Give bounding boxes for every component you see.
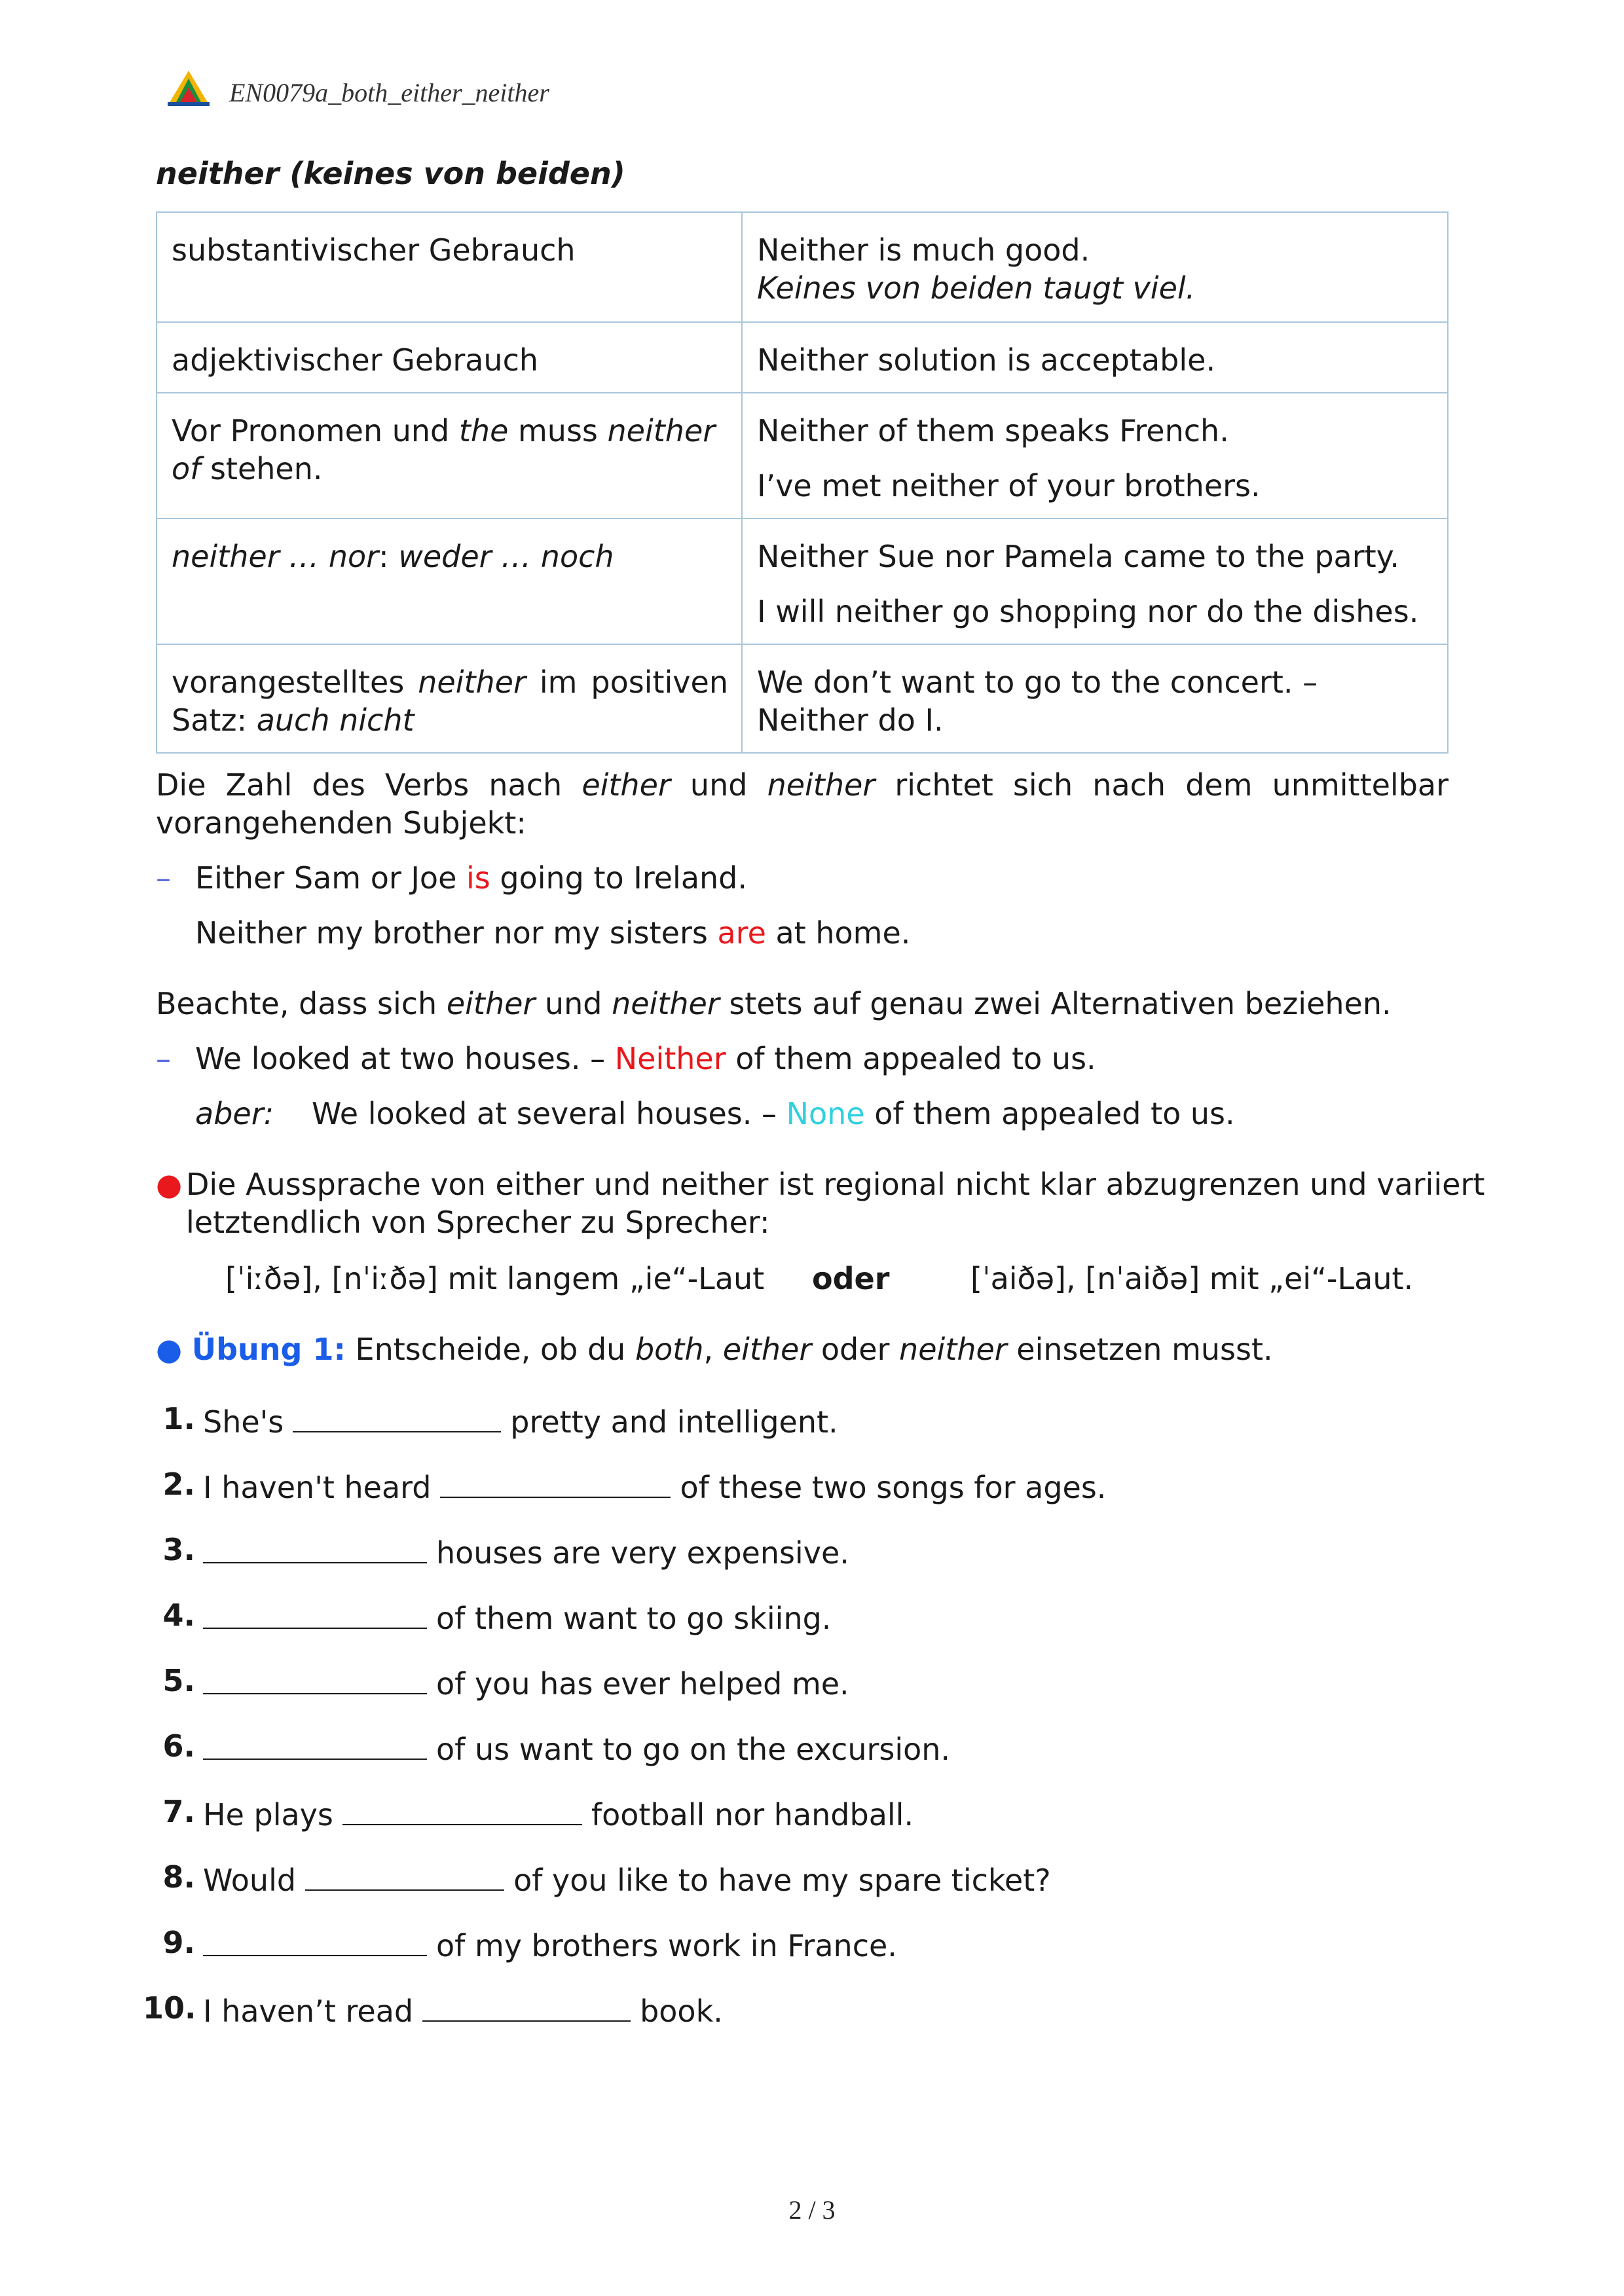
highlighted-verb: are: [717, 915, 766, 951]
example-cell: [742, 212, 1448, 322]
aber-label: aber:: [195, 1096, 274, 1131]
verb-agreement-rule-cont: vorangehenden Subjekt:: [156, 805, 526, 841]
bullet-icon: ●: [156, 1167, 183, 1202]
publisher-logo: [165, 69, 212, 109]
item-text: of these two songs for ages.: [680, 1470, 1107, 1505]
usage-term: neither … nor: [172, 539, 379, 574]
item-number: 5.: [162, 1663, 195, 1698]
item-text: I haven’t read: [203, 1994, 414, 2029]
example-sentence: I’ve met neither of your brothers.: [757, 468, 1261, 503]
example-sentence: [195, 859, 747, 897]
exercise-item: [194, 1597, 831, 1636]
highlighted-word: None: [786, 1096, 865, 1131]
rule-text: und: [670, 767, 767, 803]
pronunciation-note: Die Aussprache von either und neither ist regional nicht klar abzugrenzen und variiert: [186, 1167, 1485, 1202]
rule-text: Die Zahl des Verbs nach: [156, 767, 582, 803]
usage-cell: [157, 212, 742, 322]
example-cell: [742, 393, 1448, 519]
exercise-label: Übung 1:: [191, 1332, 346, 1367]
example-text: going to Ireland.: [490, 860, 747, 896]
two-alternatives-rule: [156, 985, 1392, 1023]
answer-blank[interactable]: [203, 1532, 427, 1563]
instruction-text: ,: [703, 1332, 723, 1367]
item-text: of you like to have my spare ticket?: [513, 1863, 1051, 1898]
item-number: 10.: [143, 1990, 196, 2026]
section-title: neither (keines von beiden): [156, 156, 625, 191]
usage-term: neither of: [172, 413, 716, 486]
item-number: 2.: [162, 1467, 195, 1502]
item-number: 3.: [162, 1532, 195, 1567]
exercise-item: [203, 1401, 838, 1440]
example-sentence: [312, 1095, 1235, 1133]
example-cell: [742, 644, 1448, 753]
ipa-long-ie: [ˈiːðə], [nˈiːðə] mit langem „ie“-Laut: [225, 1261, 765, 1296]
oder-label: oder: [812, 1261, 890, 1296]
item-text: pretty and intelligent.: [510, 1404, 838, 1440]
usage-label: Vor Pronomen und: [172, 413, 459, 448]
exercise-item: [203, 1467, 1106, 1505]
answer-blank[interactable]: [305, 1859, 504, 1891]
usage-label: stehen.: [200, 451, 323, 486]
rule-text: Beachte, dass sich: [156, 986, 447, 1021]
example-cell: [742, 519, 1448, 644]
item-number: 8.: [162, 1859, 195, 1895]
example-text: of them appealed to us.: [726, 1041, 1096, 1076]
page-number: 2 / 3: [788, 2195, 836, 2225]
exercise-item: [194, 1925, 897, 1963]
table-row: [157, 393, 1448, 519]
rule-text: und: [535, 986, 612, 1021]
item-number: 6.: [162, 1728, 195, 1764]
usage-label: :: [378, 539, 399, 574]
document-id: EN0079a_both_either_neither: [229, 78, 549, 107]
exercise-item: [194, 1532, 849, 1571]
item-text: of them want to go skiing.: [436, 1601, 832, 1636]
usage-label: adjektivischer Gebrauch: [172, 342, 539, 378]
rule-text: stets auf genau zwei Alternativen beziehen.: [719, 986, 1392, 1021]
answer-blank[interactable]: [440, 1467, 671, 1498]
instruction-term: neither: [899, 1332, 1007, 1367]
exercise-item: [194, 1663, 849, 1702]
example-text: Either Sam or Joe: [195, 860, 466, 896]
exercise-item: [203, 1794, 913, 1832]
usage-term: weder … noch: [398, 539, 614, 574]
example-sentence: Neither do I.: [757, 702, 944, 738]
table-row: [157, 322, 1448, 393]
example-sentence: Neither of them speaks French.: [757, 413, 1229, 448]
table-row: [157, 519, 1448, 644]
item-text: He plays: [203, 1797, 333, 1832]
instruction-text: Entscheide, ob du: [345, 1332, 635, 1367]
usage-term: neither: [418, 665, 526, 700]
dash-marker: –: [156, 860, 171, 896]
ipa-ei: [ˈaiðə], [nˈaiðə] mit „ei“-Laut.: [970, 1261, 1414, 1296]
usage-cell: [157, 644, 742, 753]
usage-cell: [157, 322, 742, 393]
item-number: 7.: [162, 1794, 195, 1829]
item-text: Would: [203, 1863, 297, 1898]
item-text: of my brothers work in France.: [436, 1928, 897, 1963]
answer-blank[interactable]: [203, 1597, 427, 1629]
answer-blank[interactable]: [203, 1663, 427, 1694]
answer-blank[interactable]: [203, 1728, 427, 1760]
rule-term: either: [581, 767, 671, 803]
item-text: houses are very expensive.: [436, 1535, 849, 1571]
item-text: book.: [640, 1994, 723, 2029]
usage-label: vorangestelltes: [172, 665, 418, 700]
highlighted-word: Neither: [614, 1041, 726, 1076]
usage-cell: [157, 519, 742, 644]
answer-blank[interactable]: [293, 1401, 501, 1432]
highlighted-verb: is: [466, 860, 490, 896]
item-text: of us want to go on the excursion.: [436, 1732, 951, 1767]
answer-blank[interactable]: [422, 1990, 631, 2022]
pronunciation-note-cont: letztendlich von Sprecher zu Sprecher:: [186, 1205, 770, 1240]
item-text: She's: [203, 1404, 284, 1440]
instruction-term: either: [722, 1332, 812, 1367]
item-number: 1.: [162, 1401, 195, 1436]
rule-term: neither: [612, 986, 720, 1021]
example-text: We looked at several houses. –: [312, 1096, 786, 1131]
exercise-item: [194, 1728, 950, 1767]
rule-term: either: [446, 986, 536, 1021]
table-row: [157, 644, 1448, 753]
example-sentence: [195, 1040, 1096, 1078]
usage-label: im positiven Satz:: [172, 665, 728, 738]
example-sentence: Neither Sue nor Pamela came to the party.: [757, 539, 1399, 574]
exercise-instruction: [156, 1330, 1273, 1368]
item-number: 4.: [162, 1597, 195, 1633]
item-text: of you has ever helped me.: [436, 1666, 849, 1702]
instruction-term: both: [635, 1332, 704, 1367]
usage-label: muss: [508, 413, 608, 448]
example-text: of them appealed to us.: [864, 1096, 1235, 1131]
usage-term: the: [458, 413, 509, 448]
item-text: football nor handball.: [591, 1797, 914, 1832]
rule-term: neither: [767, 767, 876, 803]
example-sentence: We don’t want to go to the concert. –: [757, 665, 1318, 700]
example-sentence: I will neither go shopping nor do the dishes.: [757, 594, 1419, 629]
table-row: [157, 212, 1448, 322]
instruction-text: oder: [811, 1332, 900, 1367]
usage-label: substantivischer Gebrauch: [172, 232, 576, 268]
example-sentence: [195, 914, 910, 952]
example-text: Neither my brother nor my sisters: [195, 915, 718, 951]
example-text: at home.: [766, 915, 911, 951]
usage-table: [156, 211, 1449, 754]
answer-blank[interactable]: [203, 1925, 427, 1956]
answer-blank[interactable]: [342, 1794, 582, 1825]
example-translation: Keines von beiden taugt viel.: [757, 270, 1196, 306]
item-number: 9.: [162, 1925, 195, 1960]
exercise-item: [203, 1990, 723, 2029]
usage-term: auch nicht: [256, 702, 415, 738]
example-sentence: Neither is much good.: [757, 232, 1090, 268]
instruction-text: einsetzen musst.: [1006, 1332, 1273, 1367]
item-text: I haven't heard: [203, 1470, 432, 1505]
example-cell: [742, 322, 1448, 393]
dash-marker: –: [156, 1041, 171, 1076]
bullet-icon: ●: [156, 1332, 183, 1367]
rule-text: richtet sich nach dem unmittelbar: [875, 767, 1449, 803]
usage-cell: [157, 393, 742, 519]
exercise-item: [203, 1859, 1051, 1898]
example-text: We looked at two houses. –: [195, 1041, 615, 1076]
verb-agreement-rule: [156, 766, 1449, 804]
example-sentence: Neither solution is acceptable.: [757, 342, 1216, 378]
